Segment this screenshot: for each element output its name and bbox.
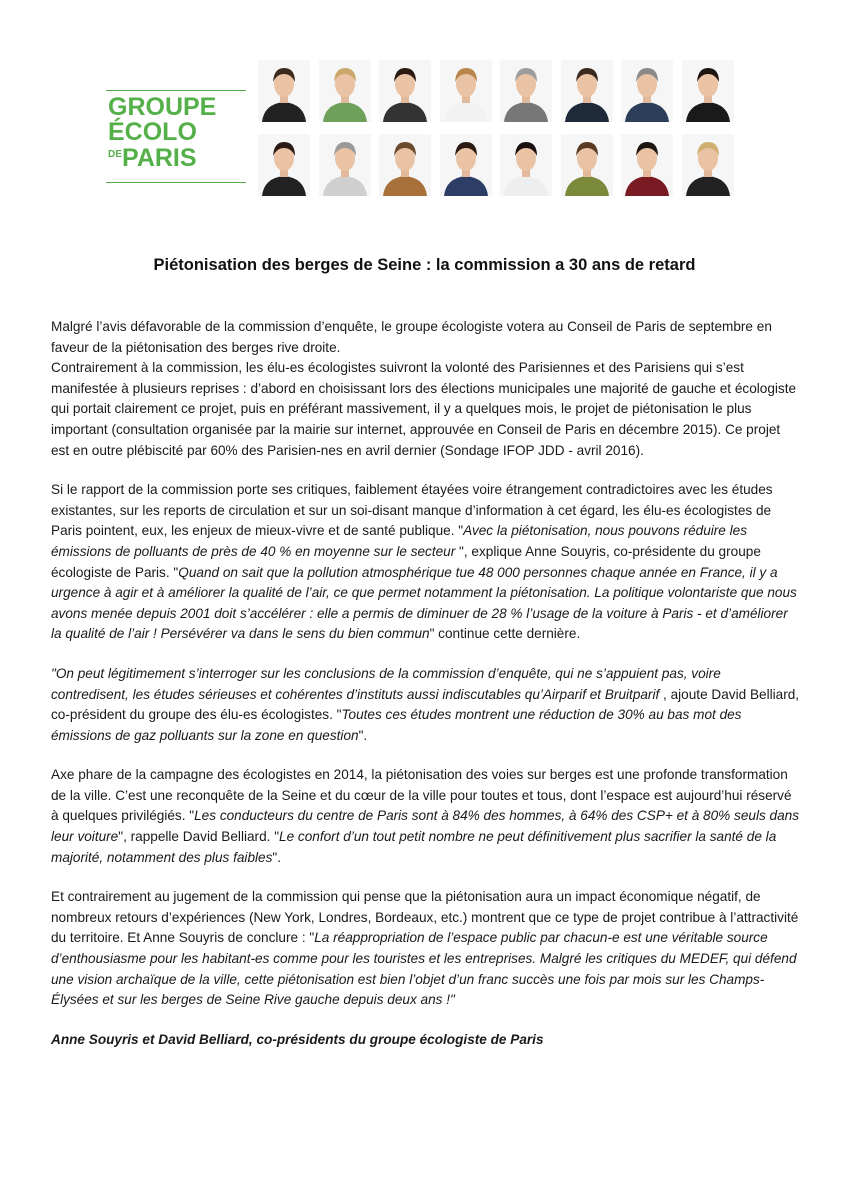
- press-release-body: [51, 317, 801, 1050]
- portrait-photo: [319, 134, 371, 196]
- elected-members-portraits: [258, 60, 742, 196]
- p2-text-b: ", explique Anne Souyris, co-présidente du groupe écologiste de Paris. ": [51, 543, 761, 580]
- portrait-photo: [379, 60, 431, 122]
- signature: Anne Souyris et David Belliard, co-présidents du groupe écologiste de Paris: [51, 1031, 544, 1047]
- portrait-photo: [319, 60, 371, 122]
- portrait-photo: [440, 60, 492, 122]
- groupe-ecolo-logo: [106, 90, 246, 184]
- portrait-photo: [561, 134, 613, 196]
- paragraph-3: [51, 664, 801, 746]
- p3-quote-2: Toutes ces études montrent une réduction de 30% au bas mot des émissions de gaz polluants sur la zone en question: [51, 707, 742, 743]
- paragraph-1a: Malgré l’avis défavorable de la commission d’enquête, le groupe écologiste votera au Conseil de Paris de septembre en faveur de la piétonisation des berges rive droite.: [51, 319, 772, 355]
- portrait-photo: [561, 60, 613, 122]
- p3-quote-1: "On peut légitimement s’interroger sur les conclusions de la commission d’enquête, qui ne s’appuient pas, voire contredisent, les études sérieuses et cohérentes d’instituts aussi indiscutables qu’Airparif et Bruitparif: [51, 665, 721, 702]
- portrait-photo: [258, 134, 310, 196]
- portrait-photo: [500, 60, 552, 122]
- paragraph-5: [51, 887, 801, 1011]
- portrait-photo: [682, 134, 734, 196]
- portrait-photo: [682, 60, 734, 122]
- portrait-photo: [500, 134, 552, 196]
- logo-line-1: GROUPE: [108, 93, 217, 121]
- logo-rule-bottom: [106, 182, 246, 183]
- p4-text-c: ".: [272, 849, 281, 865]
- p2-quote-1: Avec la piétonisation, nous pouvons réduire les émissions de polluants de près de 40 % en moyenne sur le secteur: [51, 523, 748, 559]
- logo-rule-top: [106, 90, 246, 91]
- paragraph-1b: Contrairement à la commission, les élu-es écologistes suivront la volonté des Parisiennes et des Parisiens qui s’est manifestée à plusieurs reprises : d’abord en choisissant lors des élections municipales une majorité de gauche et écologiste qui portait clairement ce projet, puis en préférant massivement, il y a quelques mois, le projet de piétonisation le plus important (consultation organisée par la mairie sur internet, approuvée en Conseil de Paris en décembre 2015). Ce projet est en outre plébiscité par 60% des Parisien-nes en avril dernier (Sondage IFOP JDD - avril 2016).: [51, 360, 797, 458]
- p4-quote-1: Les conducteurs du centre de Paris sont à 84% des hommes, à 64% des CSP+ et à 80% seuls dans leur voiture: [51, 808, 800, 845]
- portrait-photo: [621, 60, 673, 122]
- logo-prefix-text: DE: [108, 149, 122, 160]
- p4-quote-2: Le confort d’un tout petit nombre ne peut définitivement plus sacrifier la santé de la majorité, notamment des plus faibles: [51, 829, 777, 865]
- portrait-photo: [621, 134, 673, 196]
- p2-quote-2: Quand on sait que la pollution atmosphérique tue 48 000 personnes chaque année en France, il y a urgence à agir et à améliorer la qualité de l’air, ce que permet notamment la piétonisation. La politique volontariste que nous avons menée depuis 2001 doit s’accélérer : elle a permis de diminuer de 28 % l’usage de la voiture à Paris - et d’améliorer la qualité de l’air ! Persévérer va dans le sens du bien commun: [51, 564, 797, 642]
- p4-text-b: ", rappelle David Belliard. ": [118, 829, 280, 845]
- portrait-photo: [440, 134, 492, 196]
- p5-text-a: Et contrairement au jugement de la commission qui pense que la piétonisation aura un impact économique négatif, de nombreux retours d’expériences (New York, Londres, Bordeaux, etc.) montrent que ce type de projet contribue à l’attractivité du territoire. Et Anne Souyris de conclure : ": [51, 889, 799, 946]
- p5-quote-1: La réappropriation de l’espace public par chacun-e est une véritable source d’enthousiasme pour les habitant-es comme pour les touristes et les entreprises. Malgré les critiques du MEDEF, qui défend une vision archaïque de la ville, cette piétonisation est bien l’objet d’un franc succès une fois par mois sur les Champs-Élysées et sur les berges de Seine Rive gauche depuis deux ans !": [51, 930, 797, 1008]
- p3-text-a: , ajoute David Belliard, co-président du groupe des élu-es écologistes. ": [51, 686, 800, 723]
- p2-text-c: " continue cette dernière.: [429, 626, 581, 642]
- logo-line-3-prefix: [108, 150, 120, 160]
- press-release-title: Piétonisation des berges de Seine : la commission a 30 ans de retard: [153, 256, 696, 274]
- paragraph-2: [51, 480, 801, 645]
- p3-text-b: ".: [358, 727, 368, 743]
- portrait-photo: [258, 60, 310, 122]
- p2-text-a: Si le rapport de la commission porte ses critiques, faiblement étayées voire étrangement contradictoires avec les études existantes, sur les reports de circulation et sur un soi-disant manque d’information à cet égard, les élu-es écologistes de Paris pointent, eux, les enjeux de mieux-vivre et de santé publique. ": [51, 482, 773, 539]
- logo-line-3: PARIS: [122, 144, 197, 172]
- logo-line-2: ÉCOLO: [108, 118, 197, 146]
- paragraph-4: [51, 765, 801, 868]
- portrait-photo: [379, 134, 431, 196]
- p4-text-a: Axe phare de la campagne des écologistes en 2014, la piétonisation des voies sur berges est une profonde transformation de la ville. C’est une reconquête de la Seine et du cœur de la ville pour toutes et tous, dont l’espace est aujourd’hui réservé à quelques privilégiés. ": [51, 767, 792, 824]
